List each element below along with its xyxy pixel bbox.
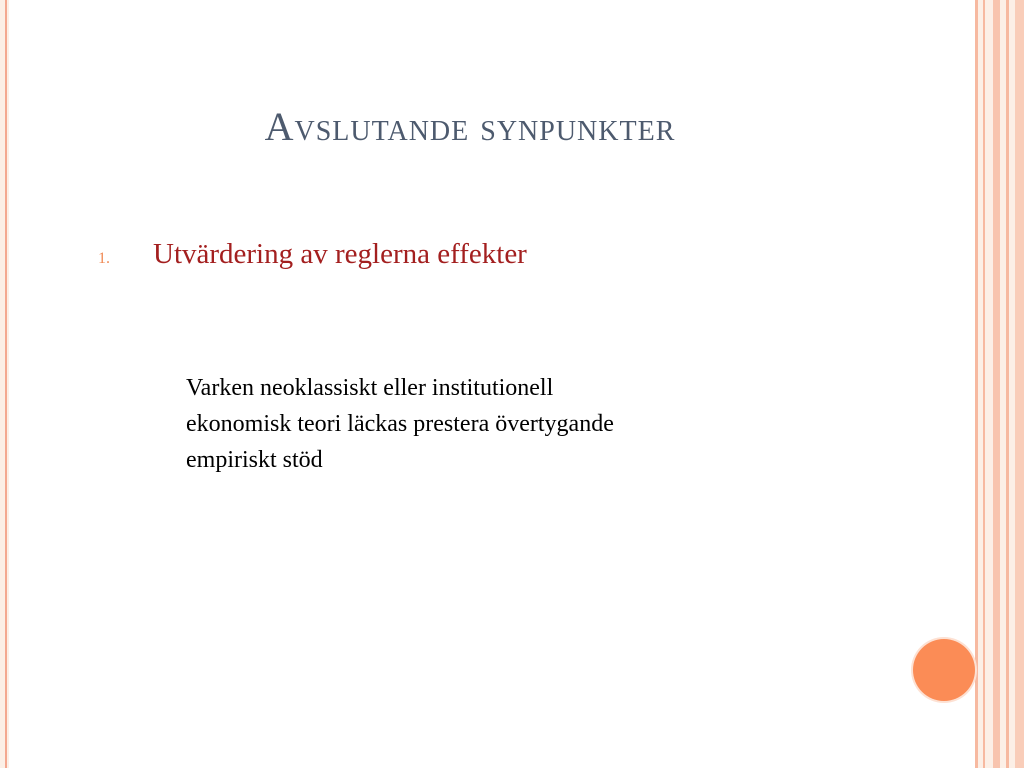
stripe	[993, 0, 1000, 768]
list-number: 1.	[98, 250, 110, 267]
decorative-stripes	[975, 0, 1024, 768]
stripe	[975, 0, 978, 768]
stripe	[1006, 0, 1009, 768]
body-line: empiriskt stöd	[186, 447, 323, 473]
body-paragraph	[186, 370, 826, 478]
body-line: Varken neoklassiskt eller institutionell	[186, 375, 554, 401]
list-label: Utvärdering av reglerna effekter	[153, 238, 527, 270]
slide-title: Avslutande synpunkter	[264, 104, 676, 149]
body-line: ekonomisk teori läckas prestera övertygande	[186, 411, 614, 437]
stripe	[1015, 0, 1024, 768]
stripe	[983, 0, 985, 768]
decorative-circle-icon	[913, 639, 975, 701]
list-item	[98, 238, 527, 271]
